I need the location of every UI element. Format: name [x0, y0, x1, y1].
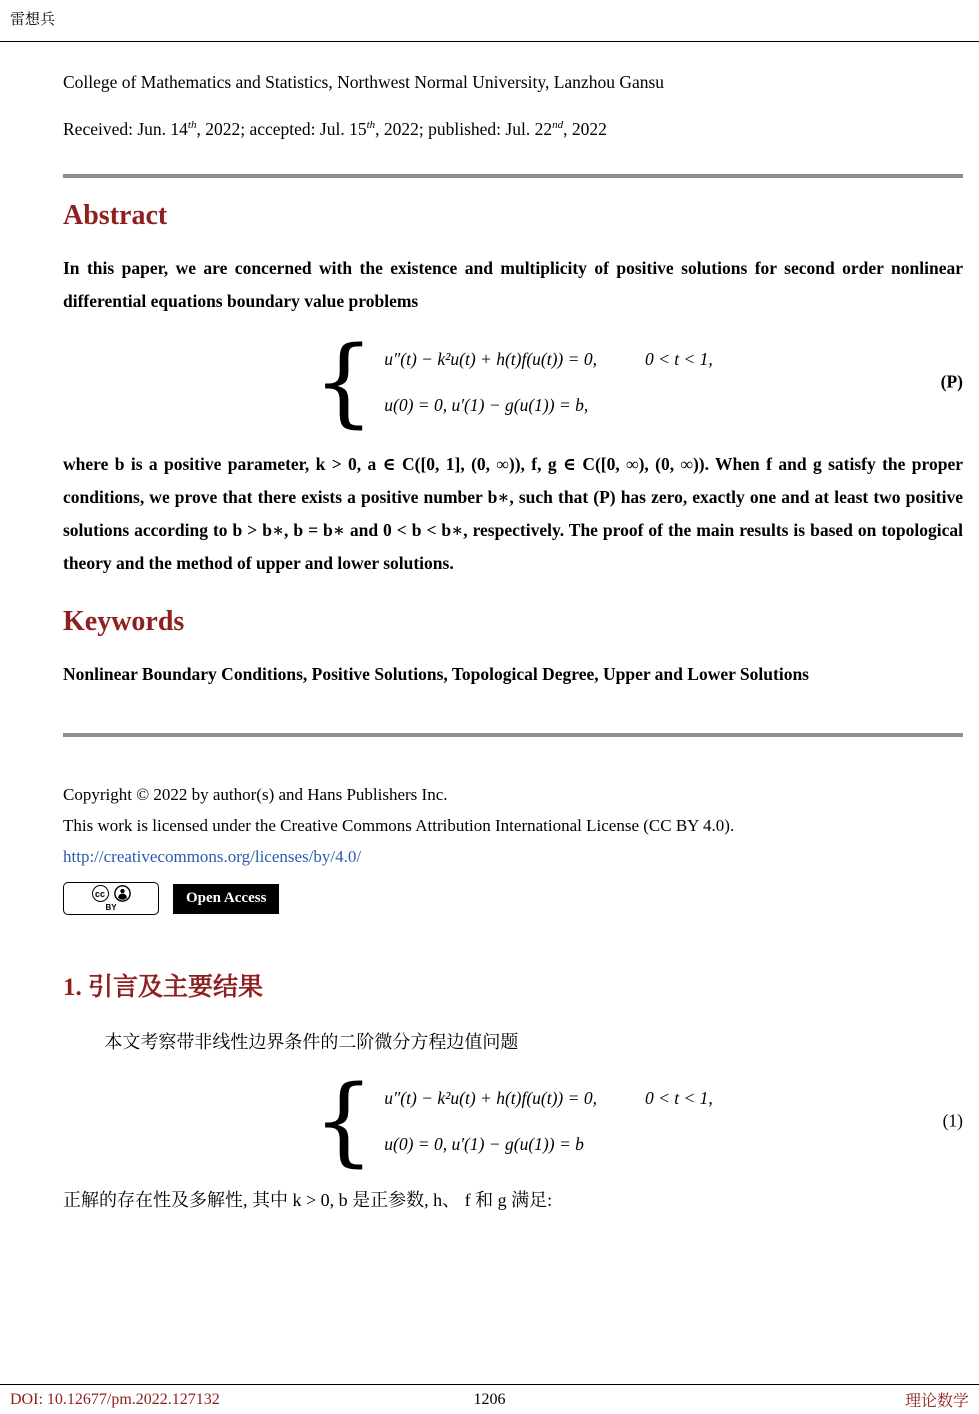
equation-1-line-2: u(0) = 0, u′(1) − g(u(1)) = b	[384, 1134, 584, 1154]
open-access-label: Open Access	[186, 890, 267, 906]
abstract-title: Abstract	[63, 200, 168, 231]
copyright-line: Copyright © 2022 by author(s) and Hans Publishers Inc.	[63, 785, 448, 804]
equation-display-P	[63, 326, 963, 438]
divider-middle	[63, 733, 963, 737]
section-1-title: 1. 引言及主要结果	[63, 974, 264, 1001]
equation-P-line-2: u(0) = 0, u′(1) − g(u(1)) = b,	[384, 395, 589, 415]
dates-part-3: , 2022; published: Jul. 22	[375, 119, 553, 139]
person-icon	[114, 885, 131, 902]
abstract-intro: In this paper, we are concerned with the existence and multiplicity of positive solutions for second order nonlinear differential equations boundary value problems	[63, 258, 963, 311]
equation-P-label: (P)	[940, 371, 963, 392]
cc-by-label: BY	[105, 903, 117, 912]
equation-1-condition: 0 < t < 1,	[644, 1088, 713, 1108]
section-1-intro-paragraph: 本文考察带非线性边界条件的二阶微分方程边值问题	[104, 1032, 519, 1052]
license-link-line	[63, 841, 963, 872]
equation-body-P	[313, 326, 713, 438]
equation-1-row-2	[384, 1121, 713, 1167]
equation-1-line-1: u″(t) − k²u(t) + h(t)f(u(t)) = 0,	[384, 1088, 597, 1108]
paper-content	[0, 72, 979, 1215]
section-1-conditions-paragraph: 正解的存在性及多解性, 其中 k > 0, b 是正参数, h、 f 和 g 满足:	[63, 1190, 553, 1210]
equation-1-label: (1)	[942, 1110, 963, 1131]
equation-1-row-1	[384, 1075, 713, 1121]
equation-P-line-1: u″(t) − k²u(t) + h(t)f(u(t)) = 0,	[384, 349, 597, 369]
dates-superscript-1: th	[187, 119, 197, 132]
cc-icon: cc	[92, 885, 109, 902]
equation-P-row-2	[384, 382, 713, 428]
license-line: This work is licensed under the Creative Commons Attribution International License (CC BY 4.0).	[63, 816, 735, 835]
footer-journal: 理论数学	[905, 1393, 970, 1410]
dates-superscript-2: th	[366, 119, 376, 132]
equation-lines-P	[384, 336, 713, 428]
keywords-text: Nonlinear Boundary Conditions, Positive Solutions, Topological Degree, Upper and Lower Solutions	[63, 664, 809, 684]
left-brace: {	[313, 326, 375, 438]
equation-body-1	[313, 1065, 713, 1177]
dates-superscript-3: nd	[552, 119, 564, 132]
dates-line	[63, 119, 963, 140]
left-brace: {	[313, 1065, 375, 1177]
equation-lines-1	[384, 1075, 713, 1167]
cc-badge-icons	[92, 885, 131, 902]
divider-top	[63, 174, 963, 178]
cc-by-badge[interactable]	[63, 882, 159, 915]
keywords-title: Keywords	[63, 606, 185, 637]
copyright-block	[63, 779, 963, 872]
page-footer	[0, 1384, 979, 1414]
running-author: 雷想兵	[10, 12, 56, 28]
cc-license-link[interactable]: http://creativecommons.org/licenses/by/4.0/	[63, 847, 362, 866]
equation-P-row-1	[384, 336, 713, 382]
dates-part-4: , 2022	[563, 119, 607, 139]
footer-page-number: 1206	[473, 1390, 506, 1408]
running-header	[0, 0, 979, 42]
dates-part-1: Received: Jun. 14	[63, 119, 188, 139]
open-access-badge[interactable]	[173, 884, 279, 914]
license-badges	[63, 882, 963, 915]
equation-P-condition: 0 < t < 1,	[644, 349, 713, 369]
equation-display-1	[63, 1065, 963, 1177]
affiliation: College of Mathematics and Statistics, Northwest Normal University, Lanzhou Gansu	[63, 72, 665, 92]
abstract-outro: where b is a positive parameter, k > 0, a ∈ C([0, 1], (0, ∞)), f, g ∈ C([0, ∞), (0, ∞)). When f and g satisfy the proper conditions, we prove that there exists a positive number b∗, such that (P) has zero, exactly one and at least two positive solutions according to b > b∗, b = b∗ and 0 < b < b∗, respectively. The proof of the main results is based on topological theory and the method of upper and lower solutions.	[63, 454, 963, 573]
footer-doi: DOI: 10.12677/pm.2022.127132	[10, 1390, 220, 1408]
dates-part-2: , 2022; accepted: Jul. 15	[196, 119, 367, 139]
